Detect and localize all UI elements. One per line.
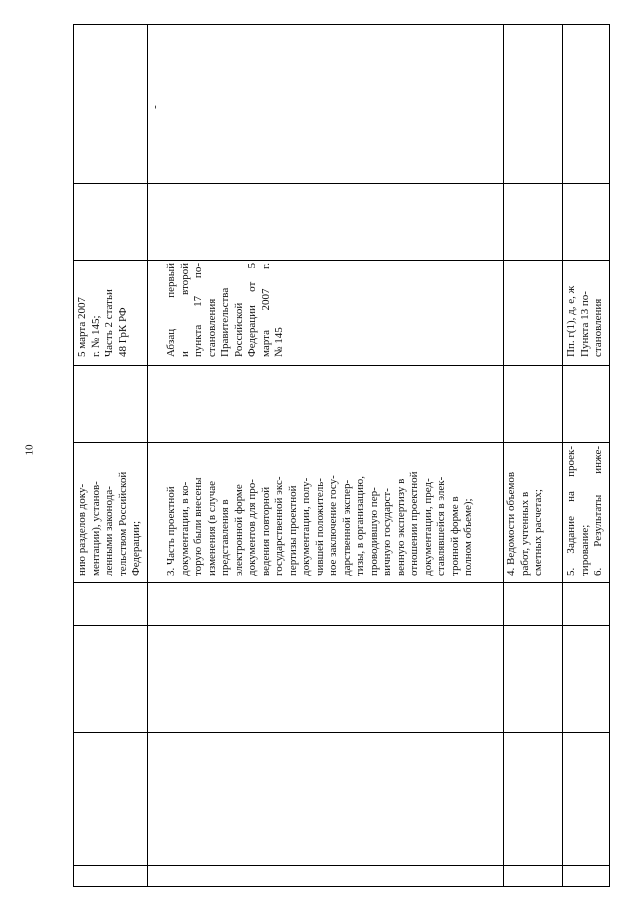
text-line: Пункта 13 по- (578, 291, 591, 357)
text-line: тизы, в организацию, (354, 475, 366, 576)
text-line: изменения (в случае (205, 480, 218, 576)
text-line: 5 марта 2007 (76, 297, 88, 357)
text-line: марта 2007 г. (259, 263, 272, 357)
text-line: проводившую пер- (367, 487, 380, 576)
text-line: тельством Российской (116, 471, 129, 576)
row-divider (73, 865, 610, 866)
dash-mark: - (148, 105, 161, 109)
text-line: Часть 2 статьи (103, 289, 115, 357)
row-divider (73, 442, 610, 443)
text-line: ставлявшейся в элек- (435, 476, 447, 576)
text-line: ментации), установ- (89, 481, 102, 576)
text-line: становления (205, 298, 218, 357)
text-line: документов для про- (246, 479, 258, 576)
row-divider (73, 625, 610, 626)
doc-item-block-1 (76, 444, 144, 576)
text-line: ведения повторной (259, 486, 272, 576)
text-line: документации, полу- (300, 477, 312, 576)
text-line: представления в (219, 499, 231, 576)
doc-item-block-3 (505, 444, 546, 576)
text-line: 3. Часть проектной (165, 486, 177, 576)
text-line: работ, учтенных в (518, 491, 531, 576)
text-line: полном объеме); (462, 498, 474, 576)
law-ref-block-2 (165, 263, 287, 357)
doc-item-block-2 (165, 444, 476, 576)
text-line: Федерации; (130, 520, 142, 576)
text-line: документации, в ко- (178, 481, 191, 576)
row-divider (73, 260, 610, 261)
text-line: документации, пред- (421, 478, 434, 576)
text-line: г. № 145; (89, 315, 102, 357)
row-divider (73, 183, 610, 184)
text-line: 48 ГрК РФ (116, 307, 129, 357)
text-line: тронной форме в (448, 496, 461, 576)
page-number: 10 (23, 444, 36, 456)
text-line: тирование; (578, 524, 591, 576)
text-line: нию разделов доку- (76, 483, 88, 576)
text-line: становления (592, 298, 604, 357)
text-line: № 145 (273, 327, 285, 357)
text-line: отношении проектной (408, 471, 420, 576)
text-line: пертизы проектной (286, 485, 299, 576)
text-line: Пп. г(1), д, е, ж (565, 285, 577, 357)
law-ref-block-3 (565, 263, 606, 357)
row-divider (73, 365, 610, 366)
column-divider (503, 24, 504, 887)
column-divider (147, 24, 148, 887)
text-line: Правительства (219, 287, 231, 357)
text-line: 6. Результаты инже- (592, 446, 604, 576)
text-line: ленными законода- (103, 486, 115, 576)
text-line: дарственной экспер- (340, 479, 353, 576)
text-line: венную экспертизу в (394, 478, 407, 576)
text-line: государственной экс- (273, 476, 285, 576)
row-divider (73, 582, 610, 583)
text-line: Абзац первый (165, 263, 177, 357)
text-line: сметных расчетах; (532, 489, 544, 576)
text-line: и второй (178, 263, 191, 357)
text-line: 4. Ведомости объемов (505, 471, 517, 576)
text-line: вичную государст- (381, 488, 393, 576)
text-line: торую были внесены (192, 477, 204, 576)
law-ref-block-1 (76, 265, 130, 357)
text-line: чившей положитель- (313, 478, 326, 576)
text-line: электронной форме (232, 484, 245, 576)
text-line: ное заключение госу- (327, 475, 339, 576)
text-line: Российской (232, 302, 245, 357)
text-line: 5. Задание на проек- (565, 446, 577, 576)
column-divider (562, 24, 563, 887)
row-divider (73, 732, 610, 733)
text-line: пункта 17 по- (192, 263, 204, 357)
doc-item-block-4 (565, 446, 606, 576)
text-line: Федерации от 5 (246, 263, 258, 357)
